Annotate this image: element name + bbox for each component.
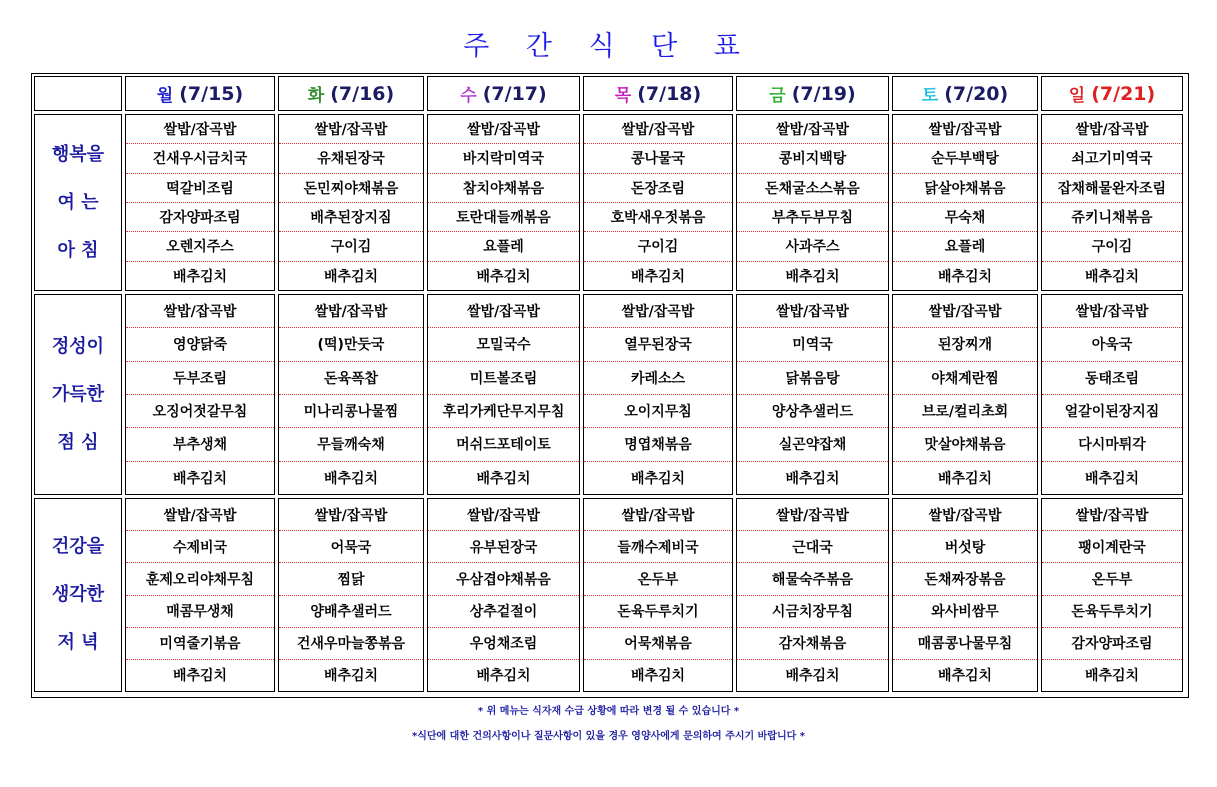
meal-label	[34, 498, 122, 692]
day-header	[427, 76, 580, 111]
menu-item: 순두부백탕	[893, 144, 1037, 173]
menu-item: 무들깨숙채	[279, 428, 423, 461]
menu-cell	[736, 294, 889, 495]
menu-item: 쌀밥/잡곡밥	[428, 115, 579, 144]
menu-item: 배추김치	[630, 268, 686, 285]
menu-item: 구이김	[1042, 232, 1182, 261]
day-name: 화	[307, 86, 325, 106]
menu-cell	[1041, 294, 1183, 495]
menu-item: 닭살야채볶음	[893, 174, 1037, 203]
menu-item: 미역줄기볶음	[126, 628, 274, 660]
day-header	[892, 76, 1038, 111]
menu-item: 콩나물국	[584, 144, 732, 173]
meal-label	[34, 294, 122, 495]
menu-item: 쌀밥/잡곡밥	[737, 115, 888, 144]
day-header	[736, 76, 889, 111]
day-name: 수	[460, 86, 477, 106]
menu-item: 돈육두루치기	[584, 596, 732, 628]
menu-item: 찜닭	[279, 563, 423, 595]
day-date: (7/20)	[944, 82, 1009, 105]
day-date: (7/21)	[1091, 82, 1156, 105]
day-name: 월	[156, 86, 174, 106]
menu-item: 맛살야채볶음	[893, 428, 1037, 461]
day-date: (7/15)	[179, 82, 244, 105]
meal-label-line: 생각한	[51, 584, 105, 605]
menu-item: 우엉채조림	[428, 628, 579, 660]
menu-item: 오렌지주스	[126, 232, 274, 261]
menu-item: 팽이계란국	[1042, 531, 1182, 563]
menu-cell	[427, 498, 580, 692]
menu-item: 콩비지백탕	[737, 144, 888, 173]
menu-item: 미역국	[737, 328, 888, 361]
menu-item: 배추김치	[172, 668, 228, 685]
menu-item: 쌀밥/잡곡밥	[126, 295, 274, 328]
menu-item: 쌀밥/잡곡밥	[893, 499, 1037, 531]
page-title: 주 간 식 단 표	[463, 31, 754, 62]
menu-item: 미나리콩나물찜	[279, 395, 423, 428]
day-header	[583, 76, 733, 111]
menu-item: 참치야채볶음	[428, 174, 579, 203]
menu-item: 오징어젓갈무침	[126, 395, 274, 428]
menu-cell	[278, 114, 424, 291]
menu-item: 건새우시금치국	[126, 144, 274, 173]
menu-item: 배추김치	[937, 268, 993, 285]
menu-item: 머쉬드포테이토	[428, 428, 579, 461]
menu-item: 카레소스	[584, 362, 732, 395]
meal-label	[34, 114, 122, 291]
menu-item: 쌀밥/잡곡밥	[126, 115, 274, 144]
menu-item: 쥬키니채볶음	[1042, 203, 1182, 232]
menu-item: 배추김치	[1084, 268, 1140, 285]
menu-item: 요플레	[893, 232, 1037, 261]
menu-item: 토란대들깨볶음	[428, 203, 579, 232]
menu-item: 쌀밥/잡곡밥	[428, 295, 579, 328]
menu-item: 쌀밥/잡곡밥	[126, 499, 274, 531]
menu-item: 근대국	[737, 531, 888, 563]
menu-item: 쌀밥/잡곡밥	[893, 295, 1037, 328]
menu-item: 쌀밥/잡곡밥	[428, 499, 579, 531]
menu-item: 배추김치	[323, 268, 379, 285]
menu-item: 배추김치	[172, 268, 228, 285]
menu-cell	[1041, 114, 1183, 291]
day-date: (7/18)	[637, 82, 702, 105]
menu-item: 양상추샐러드	[737, 395, 888, 428]
menu-item: 잡채해물완자조림	[1042, 174, 1182, 203]
day-header	[278, 76, 424, 111]
menu-cell	[583, 114, 733, 291]
menu-item: 배추김치	[476, 268, 531, 285]
menu-item: 온두부	[1042, 563, 1182, 595]
menu-item: 돈육두루치기	[1042, 596, 1182, 628]
menu-cell	[125, 114, 275, 291]
day-name: 목	[614, 86, 632, 106]
menu-item: 동태조림	[1042, 362, 1182, 395]
menu-item: 돈육폭찹	[279, 362, 423, 395]
day-name: 일	[1068, 86, 1086, 106]
menu-item: 와사비쌈무	[893, 596, 1037, 628]
menu-item: 아욱국	[1042, 328, 1182, 361]
menu-cell	[892, 498, 1038, 692]
menu-table	[31, 73, 1189, 698]
menu-item: 건새우마늘쫑볶음	[279, 628, 423, 660]
menu-item: 돈장조림	[584, 174, 732, 203]
menu-item: 영양닭죽	[126, 328, 274, 361]
menu-item: 후리가케단무지무침	[428, 395, 579, 428]
menu-item: 쌀밥/잡곡밥	[737, 295, 888, 328]
day-name: 토	[921, 86, 939, 106]
menu-item: 된장찌개	[893, 328, 1037, 361]
meal-label-line: 저 녁	[57, 632, 99, 653]
menu-item: 배추김치	[323, 668, 379, 685]
menu-item: 배추김치	[785, 470, 840, 487]
menu-item: 미트볼조림	[428, 362, 579, 395]
day-date: (7/17)	[482, 82, 547, 105]
day-header	[1041, 76, 1183, 111]
menu-item: 배추김치	[630, 470, 686, 487]
menu-item: 명엽채볶음	[584, 428, 732, 461]
menu-item: 배추김치	[937, 470, 993, 487]
menu-item: 어묵국	[279, 531, 423, 563]
menu-cell	[583, 294, 733, 495]
menu-item: 닭볶음탕	[737, 362, 888, 395]
meal-label-line: 점 심	[57, 431, 99, 453]
menu-item: 쌀밥/잡곡밥	[279, 115, 423, 144]
menu-item: 무숙채	[893, 203, 1037, 232]
day-date: (7/16)	[330, 82, 395, 105]
menu-item: 쇠고기미역국	[1042, 144, 1182, 173]
menu-cell	[892, 114, 1038, 291]
meal-label-line: 정성이	[51, 335, 105, 357]
menu-item: 두부조림	[126, 362, 274, 395]
menu-item: 야채계란찜	[893, 362, 1037, 395]
menu-item: 바지락미역국	[428, 144, 579, 173]
menu-item: 배추김치	[1084, 668, 1140, 685]
menu-item: 브로/컬리초회	[893, 395, 1037, 428]
menu-item: 어묵채볶음	[584, 628, 732, 660]
menu-item: 쌀밥/잡곡밥	[737, 499, 888, 531]
menu-item: 매콤콩나물무침	[893, 628, 1037, 660]
menu-item: 돈민찌야채볶음	[279, 174, 423, 203]
menu-item: 감자양파조림	[1042, 628, 1182, 660]
menu-item: 쌀밥/잡곡밥	[584, 115, 732, 144]
menu-item: 쌀밥/잡곡밥	[279, 499, 423, 531]
menu-cell	[125, 498, 275, 692]
menu-cell	[427, 114, 580, 291]
menu-item: 쌀밥/잡곡밥	[1042, 115, 1182, 144]
day-date: (7/19)	[791, 82, 856, 105]
menu-item: 부추생채	[126, 428, 274, 461]
menu-item: 모밀국수	[428, 328, 579, 361]
menu-item: 쌀밥/잡곡밥	[1042, 499, 1182, 531]
menu-item: 유채된장국	[279, 144, 423, 173]
day-name: 금	[769, 86, 786, 106]
meal-label-line: 행복을	[51, 143, 105, 165]
menu-item: 열무된장국	[584, 328, 732, 361]
corner-cell	[34, 76, 122, 111]
menu-cell	[736, 114, 889, 291]
menu-item: 감자채볶음	[737, 628, 888, 660]
menu-item: 구이김	[279, 232, 423, 261]
menu-item: 쌀밥/잡곡밥	[1042, 295, 1182, 328]
menu-item: 상추겉절이	[428, 596, 579, 628]
menu-item: 배추김치	[476, 470, 531, 487]
menu-item: 떡갈비조림	[126, 174, 274, 203]
menu-item: 배추된장지짐	[279, 203, 423, 232]
menu-item: 배추김치	[785, 668, 840, 685]
day-header	[125, 76, 275, 111]
meal-label-line: 아 침	[57, 239, 99, 261]
menu-item: 쌀밥/잡곡밥	[279, 295, 423, 328]
menu-item: 구이김	[584, 232, 732, 261]
menu-cell	[125, 294, 275, 495]
menu-item: 해물숙주볶음	[737, 563, 888, 595]
menu-cell	[583, 498, 733, 692]
menu-item: 요플레	[428, 232, 579, 261]
menu-cell	[736, 498, 889, 692]
menu-item: 다시마튀각	[1042, 428, 1182, 461]
contact-notice-line: *식단에 대한 건의사항이나 질문사항이 있을 경우 영양사에게 문의하여 주시기 바랍니다 *	[411, 731, 806, 742]
menu-item: 돈채굴소스볶음	[737, 174, 888, 203]
menu-item: 양배추샐러드	[279, 596, 423, 628]
menu-item: 배추김치	[323, 470, 379, 487]
menu-item: 배추김치	[785, 268, 840, 285]
meal-label-line: 가득한	[51, 383, 105, 405]
menu-item: 얼갈이된장지짐	[1042, 395, 1182, 428]
menu-item: 들깨수제비국	[584, 531, 732, 563]
menu-cell	[1041, 498, 1183, 692]
menu-cell	[427, 294, 580, 495]
menu-item: 배추김치	[1084, 470, 1140, 487]
menu-item: 쌀밥/잡곡밥	[584, 499, 732, 531]
menu-item: 온두부	[584, 563, 732, 595]
menu-item: 유부된장국	[428, 531, 579, 563]
menu-cell	[278, 498, 424, 692]
menu-item: 시금치장무침	[737, 596, 888, 628]
menu-cell	[892, 294, 1038, 495]
menu-item: 배추김치	[476, 668, 531, 685]
menu-item: 쌀밥/잡곡밥	[893, 115, 1037, 144]
menu-cell	[278, 294, 424, 495]
menu-item: 호박새우젓볶음	[584, 203, 732, 232]
notice-line: * 위 메뉴는 식자재 수급 상황에 따라 변경 될 수 있습니다 *	[477, 706, 740, 717]
menu-item: 쌀밥/잡곡밥	[584, 295, 732, 328]
menu-item: 버섯탕	[893, 531, 1037, 563]
menu-item: 감자양파조림	[126, 203, 274, 232]
menu-item: 우삼겹야채볶음	[428, 563, 579, 595]
menu-item: 배추김치	[172, 470, 228, 487]
menu-item: 오이지무침	[584, 395, 732, 428]
menu-item: 실곤약잡채	[737, 428, 888, 461]
menu-item: (떡)만둣국	[279, 328, 423, 361]
menu-item: 수제비국	[126, 531, 274, 563]
meal-label-line: 건강을	[51, 536, 105, 557]
menu-item: 배추김치	[630, 668, 686, 685]
meal-label-line: 여 는	[57, 191, 99, 213]
menu-item: 돈채짜장볶음	[893, 563, 1037, 595]
menu-item: 훈제오리야채무침	[126, 563, 274, 595]
menu-item: 매콤무생채	[126, 596, 274, 628]
menu-item: 사과주스	[737, 232, 888, 261]
menu-item: 부추두부무침	[737, 203, 888, 232]
menu-item: 배추김치	[937, 668, 993, 685]
